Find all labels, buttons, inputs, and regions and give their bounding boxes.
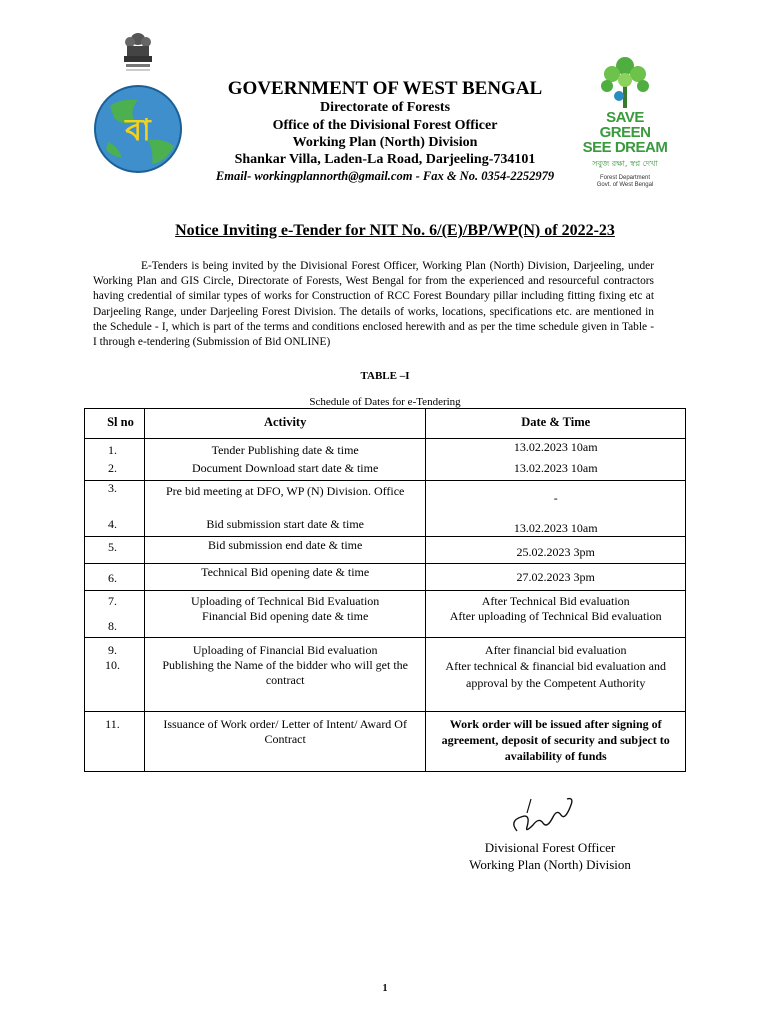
row-sl: 4. bbox=[85, 517, 145, 537]
table-row bbox=[85, 591, 686, 610]
save-green-subtitle: সবুজ রক্ষা, স্বপ্ন দেখা bbox=[592, 159, 658, 168]
division-line: Working Plan (North) Division bbox=[292, 135, 478, 150]
row-activity: Financial Bid opening date & time bbox=[144, 609, 426, 637]
row-activity: Uploading of Technical Bid Evaluation bbox=[144, 591, 426, 610]
row-activity: Publishing the Name of the bidder who will get the contract bbox=[144, 658, 426, 712]
row-activity: Pre bid meeting at DFO, WP (N) Division. Office bbox=[144, 481, 426, 517]
header-sl: Sl no bbox=[85, 409, 145, 439]
table-row bbox=[85, 564, 686, 591]
row-activity: Document Download start date & time bbox=[144, 459, 426, 481]
row-activity: Technical Bid opening date & time bbox=[144, 564, 426, 591]
row-activity: Tender Publishing date & time bbox=[144, 439, 426, 459]
row-activity: Bid submission end date & time bbox=[144, 537, 426, 564]
table-row bbox=[85, 459, 686, 481]
row-sl: 11. bbox=[85, 712, 145, 772]
office-line: Office of the Divisional Forest Officer bbox=[272, 118, 498, 133]
schedule-table bbox=[84, 408, 686, 772]
row-sl: 8. bbox=[85, 609, 145, 637]
row-date: 13.02.2023 10am bbox=[426, 517, 686, 537]
header-date: Date & Time bbox=[426, 409, 686, 439]
biswa-bangla-logo bbox=[88, 84, 188, 174]
row-date: 13.02.2023 10am bbox=[426, 439, 686, 459]
row-date: 13.02.2023 10am bbox=[426, 459, 686, 481]
row-date: After Technical Bid evaluation bbox=[426, 591, 686, 610]
row-sl: 1. bbox=[85, 439, 145, 459]
signature bbox=[505, 793, 585, 838]
table-title: TABLE –I bbox=[360, 370, 410, 382]
row-sl: 2. bbox=[85, 459, 145, 481]
table-row bbox=[85, 537, 686, 564]
table-row bbox=[85, 712, 686, 772]
table-row bbox=[85, 658, 686, 712]
row-date: 27.02.2023 3pm bbox=[426, 564, 686, 591]
signatory-title: Divisional Forest Officer bbox=[484, 840, 616, 855]
table-row bbox=[85, 439, 686, 459]
table-caption: Schedule of Dates for e-Tendering bbox=[309, 396, 461, 408]
forest-dept-line-1: Forest Department bbox=[599, 175, 651, 181]
row-date: Work order will be issued after signing of agreement, deposit of security and subject to availability of funds bbox=[426, 712, 686, 772]
row-activity: Issuance of Work order/ Letter of Intent/ Award Of Contract bbox=[144, 712, 426, 772]
forest-dept-line-2: Govt. of West Bengal bbox=[596, 182, 654, 188]
table-row bbox=[85, 481, 686, 517]
row-sl: 6. bbox=[85, 564, 145, 591]
row-sl: 3. bbox=[85, 481, 145, 517]
save-green-title-2: SEE DREAM bbox=[582, 139, 668, 156]
svg-text:বা: বা bbox=[125, 113, 151, 148]
save-green-title-1: SAVE GREEN bbox=[599, 109, 651, 141]
table-row bbox=[85, 609, 686, 637]
contact-line: Email- workingplannorth@gmail.com - Fax & No. 0354-2252979 bbox=[215, 169, 555, 183]
save-green-logo bbox=[580, 52, 670, 188]
national-emblem-icon bbox=[118, 30, 158, 78]
signatory-division: Working Plan (North) Division bbox=[469, 857, 631, 872]
row-date: After uploading of Technical Bid evaluation bbox=[426, 609, 686, 637]
header-activity: Activity bbox=[144, 409, 426, 439]
row-date: After financial bid evaluation bbox=[426, 637, 686, 658]
row-activity: Uploading of Financial Bid evaluation bbox=[144, 637, 426, 658]
tree-icon bbox=[595, 52, 655, 110]
page-number: 1 bbox=[382, 983, 388, 994]
notice-paragraph: E-Tenders is being invited by the Divisional Forest Officer, Working Plan (North) Division, Darjeeling, under Working Plan and GIS Circle, Directorate of Forests, West Bengal for from the experienced and resourceful contractors having credential of similar types of works for Construction of RCC Forest Boundary pillar including fitting fixing etc at Darjeeling Range, under Darjeeling Forest Division. The details of works, locations, specifications etc. are mentioned in the Schedule - I, which is part of the terms and conditions enclosed herewith and as per the time schedule given in Table - I through e-tendering (Submission of Bid ONLINE) bbox=[93, 260, 654, 349]
table-row bbox=[85, 637, 686, 658]
address-line: Shankar Villa, Laden-La Road, Darjeeling-734101 bbox=[234, 152, 536, 167]
directorate-line: Directorate of Forests bbox=[319, 100, 451, 115]
notice-title: Notice Inviting e-Tender for NIT No. 6/(E)/BP/WP(N) of 2022-23 bbox=[175, 222, 615, 239]
row-date: 25.02.2023 3pm bbox=[426, 537, 686, 564]
row-sl: 9. bbox=[85, 637, 145, 658]
row-sl: 7. bbox=[85, 591, 145, 610]
table-header-row bbox=[85, 409, 686, 439]
table-row bbox=[85, 517, 686, 537]
row-sl: 10. bbox=[85, 658, 145, 712]
row-date: After technical & financial bid evaluation and approval by the Competent Authority bbox=[426, 658, 686, 712]
row-date: - bbox=[426, 481, 686, 517]
row-activity: Bid submission start date & time bbox=[144, 517, 426, 537]
government-title: GOVERNMENT OF WEST BENGAL bbox=[227, 78, 543, 99]
row-sl: 5. bbox=[85, 537, 145, 564]
